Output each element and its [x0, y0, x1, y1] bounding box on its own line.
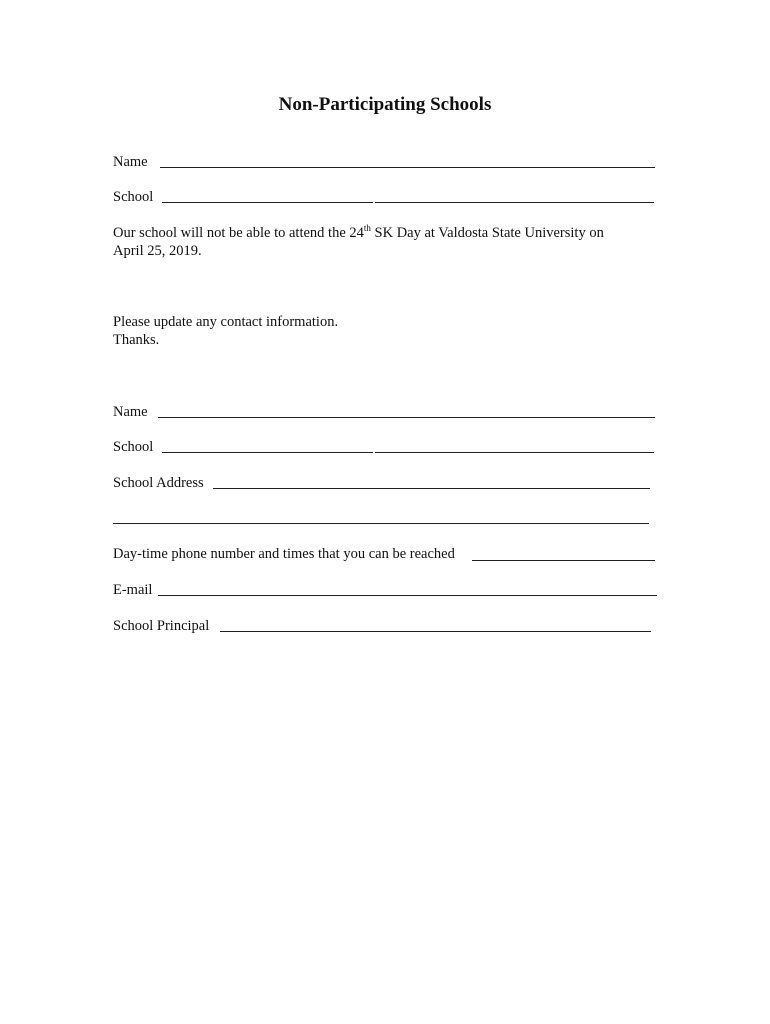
email-label: E-mail [113, 582, 153, 598]
contact-name-field-line[interactable] [158, 417, 655, 418]
school-address-second-line[interactable] [113, 523, 649, 524]
update-note: Please update any contact information. [113, 314, 339, 330]
name-field-line[interactable] [160, 167, 655, 168]
school-address-label: School Address [113, 475, 204, 491]
principal-label: School Principal [113, 618, 210, 634]
ordinal-suffix: th [363, 223, 371, 233]
phone-field-line[interactable] [472, 560, 655, 561]
school-field-line-right[interactable] [375, 202, 654, 203]
contact-school-field-line-right[interactable] [375, 452, 654, 453]
attendance-statement-line2: April 25, 2019. [113, 243, 202, 259]
principal-field-line[interactable] [220, 631, 651, 632]
thanks-note: Thanks. [113, 332, 160, 348]
contact-name-label: Name [113, 404, 148, 420]
contact-school-field-line-left[interactable] [162, 452, 373, 453]
page-title: Non-Participating Schools [278, 94, 492, 115]
school-field-line-left[interactable] [162, 202, 373, 203]
email-field-line[interactable] [158, 595, 657, 596]
contact-school-label: School [113, 439, 154, 455]
name-label: Name [113, 154, 148, 170]
attendance-statement-line1: Our school will not be able to attend the 24th SK Day at Valdosta State University on [113, 223, 604, 241]
school-label: School [113, 189, 154, 205]
school-address-field-line[interactable] [213, 488, 650, 489]
phone-label: Day-time phone number and times that you can be reached [113, 546, 455, 562]
